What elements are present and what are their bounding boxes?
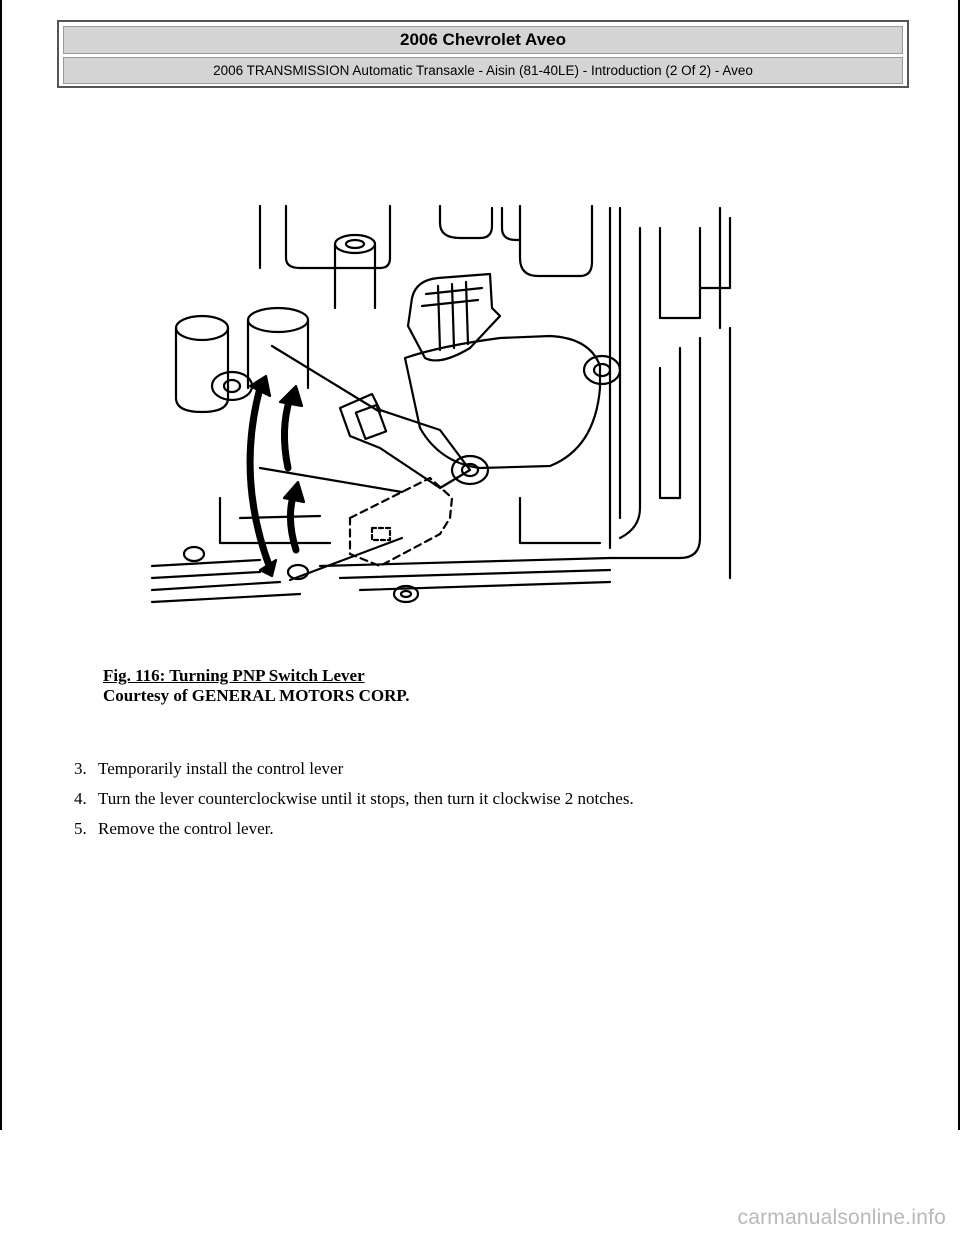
step-number: 5. (74, 819, 87, 838)
list-item (74, 788, 634, 810)
document-header (57, 20, 909, 88)
list-item (74, 758, 634, 780)
header-title: 2006 Chevrolet Aveo (63, 26, 903, 54)
step-text: Temporarily install the control lever (98, 759, 344, 778)
step-number: 4. (74, 789, 87, 808)
procedure-steps (74, 758, 634, 848)
site-watermark: carmanualsonline.info (737, 1206, 946, 1229)
header-subtitle: 2006 TRANSMISSION Automatic Transaxle - Aisin (81-40LE) - Introduction (2 Of 2) - Aveo (63, 57, 903, 84)
list-item (74, 818, 634, 840)
figure-courtesy: Courtesy of GENERAL MOTORS CORP. (103, 686, 410, 705)
figure-title: Fig. 116: Turning PNP Switch Lever (103, 666, 365, 685)
step-number: 3. (74, 759, 87, 778)
step-text: Turn the lever counterclockwise until it stops, then turn it clockwise 2 notches. (98, 789, 634, 808)
page-left-border (0, 0, 2, 1130)
step-text: Remove the control lever. (98, 819, 274, 838)
figure-caption (103, 666, 410, 706)
pnp-switch-illustration (140, 198, 740, 618)
